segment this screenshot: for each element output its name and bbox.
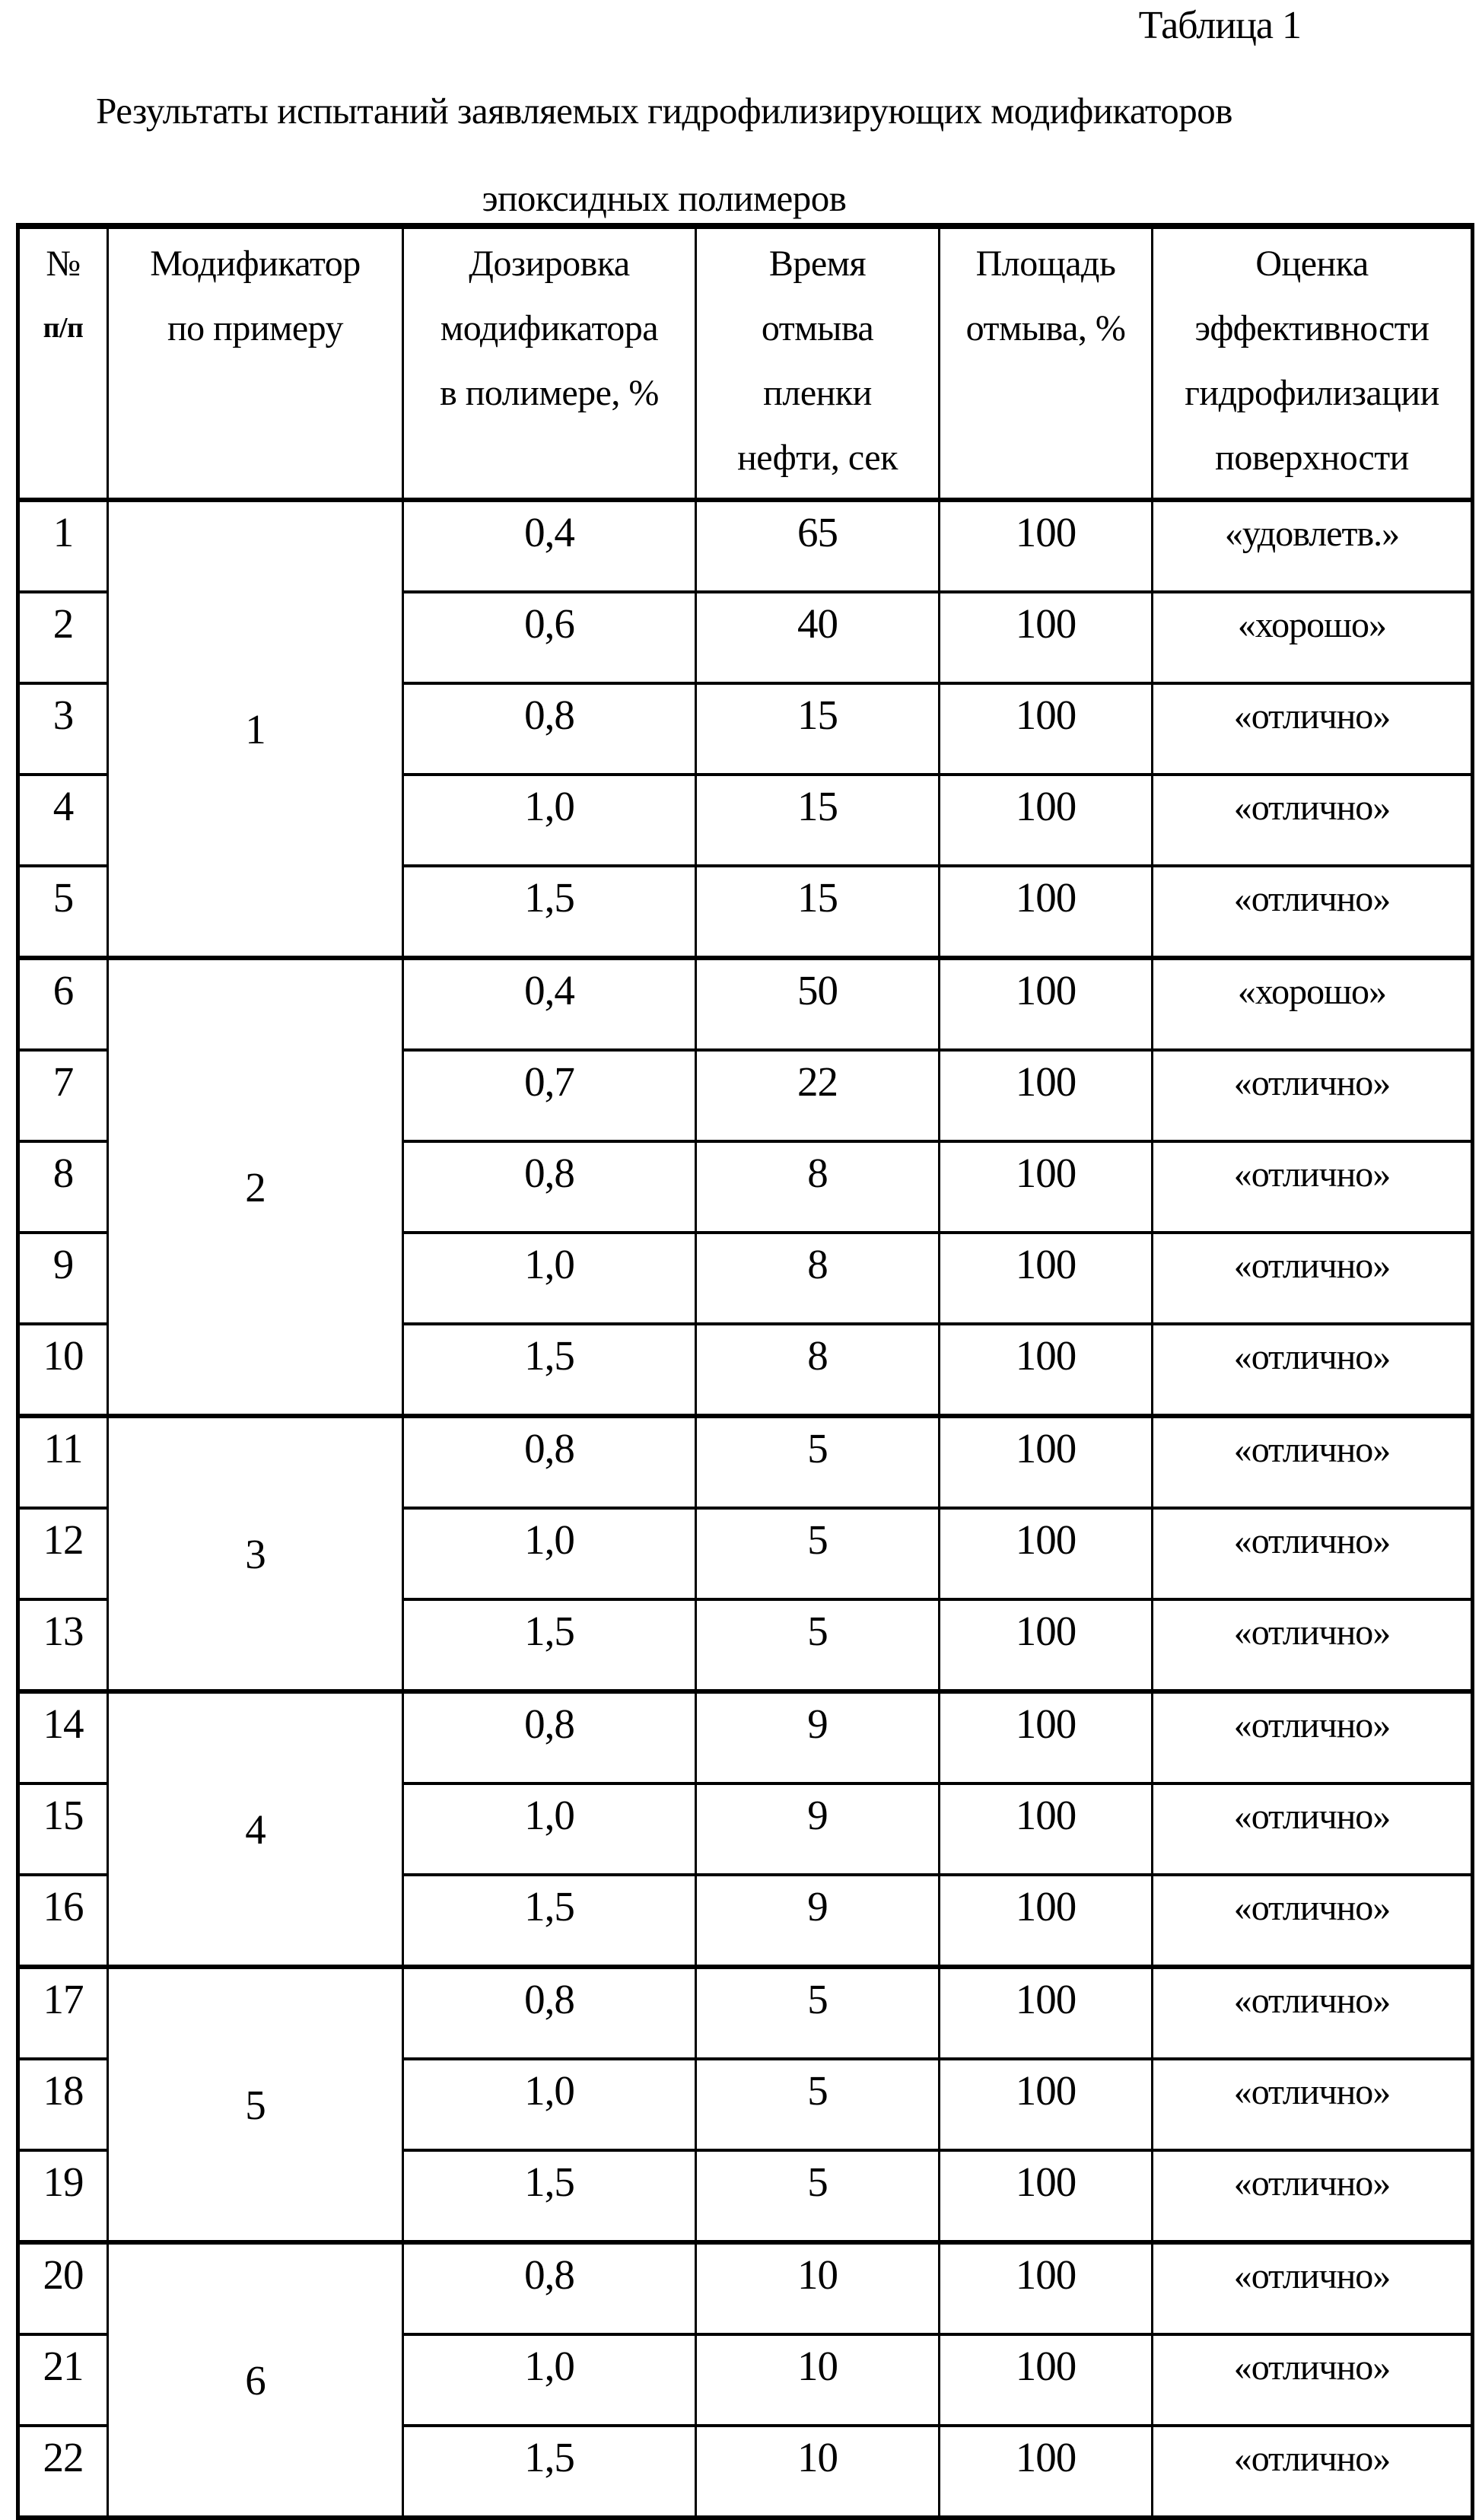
caption-line-2: эпоксидных полимеров: [482, 177, 847, 219]
modifier-cell: 4: [108, 1691, 403, 1967]
dosage-cell: 1,0: [403, 1783, 696, 1875]
time-cell: 5: [696, 1599, 940, 1691]
table-row: [18, 1967, 1473, 2059]
col-header-dosage: [403, 226, 696, 500]
row-number-cell: 17: [18, 1967, 108, 2059]
row-number-cell: 10: [18, 1324, 108, 1416]
rating-cell: «отлично»: [1153, 1599, 1473, 1691]
caption-line-1: Результаты испытаний заявляемых гидрофилизирующих модификаторов: [96, 90, 1232, 132]
header-line: гидрофилизации: [1185, 373, 1439, 413]
rating-cell: «удовлетв.»: [1153, 500, 1473, 592]
table-caption: [48, 67, 1280, 242]
dosage-cell: 0,4: [403, 958, 696, 1050]
dosage-cell: 1,0: [403, 775, 696, 866]
dosage-cell: 1,5: [403, 1324, 696, 1416]
area-cell: 100: [940, 1141, 1153, 1233]
results-table: [16, 223, 1474, 2520]
dosage-cell: 0,4: [403, 500, 696, 592]
rating-cell: «отлично»: [1153, 775, 1473, 866]
time-cell: 8: [696, 1141, 940, 1233]
area-cell: 100: [940, 1324, 1153, 1416]
row-number-cell: 1: [18, 500, 108, 592]
time-cell: 9: [696, 1783, 940, 1875]
rating-cell: «отлично»: [1153, 683, 1473, 775]
rating-cell: «отлично»: [1153, 2059, 1473, 2150]
time-cell: 10: [696, 2334, 940, 2426]
dosage-cell: 0,6: [403, 592, 696, 683]
header-line: отмыва, %: [965, 308, 1126, 348]
header-line: поверхности: [1215, 438, 1409, 478]
table-row: [18, 1416, 1473, 1508]
col-header-time: [696, 226, 940, 500]
table-row: [18, 1691, 1473, 1783]
row-number-cell: 3: [18, 683, 108, 775]
table-row: [18, 2242, 1473, 2334]
time-cell: 8: [696, 1324, 940, 1416]
dosage-cell: 1,5: [403, 866, 696, 958]
area-cell: 100: [940, 775, 1153, 866]
dosage-cell: 0,8: [403, 2242, 696, 2334]
header-line: Площадь: [975, 243, 1116, 284]
rating-cell: «отлично»: [1153, 2150, 1473, 2242]
row-number-cell: 2: [18, 592, 108, 683]
dosage-cell: 1,5: [403, 1599, 696, 1691]
row-number-cell: 16: [18, 1875, 108, 1967]
col-header-num: [18, 226, 108, 500]
rating-cell: «отлично»: [1153, 1691, 1473, 1783]
header-line: п/п: [43, 312, 84, 344]
row-number-cell: 20: [18, 2242, 108, 2334]
header-line: Оценка: [1255, 243, 1369, 284]
rating-cell: «отлично»: [1153, 1233, 1473, 1324]
col-header-modifier: [108, 226, 403, 500]
time-cell: 5: [696, 1508, 940, 1599]
header-line: по примеру: [167, 308, 344, 348]
row-number-cell: 19: [18, 2150, 108, 2242]
row-number-cell: 9: [18, 1233, 108, 1324]
table-number-label: Таблица 1: [1138, 4, 1301, 47]
area-cell: 100: [940, 1967, 1153, 2059]
rating-cell: «отлично»: [1153, 2242, 1473, 2334]
row-number-cell: 4: [18, 775, 108, 866]
header-line: отмыва: [761, 308, 874, 348]
header-line: №: [46, 243, 81, 284]
row-number-cell: 21: [18, 2334, 108, 2426]
rating-cell: «хорошо»: [1153, 592, 1473, 683]
area-cell: 100: [940, 1783, 1153, 1875]
header-line: Модификатор: [150, 243, 361, 284]
time-cell: 15: [696, 775, 940, 866]
area-cell: 100: [940, 2334, 1153, 2426]
time-cell: 40: [696, 592, 940, 683]
header-line: Время: [768, 243, 867, 284]
modifier-cell: 2: [108, 958, 403, 1416]
time-cell: 10: [696, 2242, 940, 2334]
time-cell: 15: [696, 866, 940, 958]
area-cell: 100: [940, 2150, 1153, 2242]
time-cell: 5: [696, 1416, 940, 1508]
row-number-cell: 14: [18, 1691, 108, 1783]
area-cell: 100: [940, 1416, 1153, 1508]
header-line: Дозировка: [469, 243, 630, 284]
dosage-cell: 1,5: [403, 2426, 696, 2518]
area-cell: 100: [940, 1508, 1153, 1599]
rating-cell: «отлично»: [1153, 1875, 1473, 1967]
dosage-cell: 1,0: [403, 2059, 696, 2150]
rating-cell: «отлично»: [1153, 1508, 1473, 1599]
time-cell: 22: [696, 1050, 940, 1141]
area-cell: 100: [940, 866, 1153, 958]
area-cell: 100: [940, 958, 1153, 1050]
header-line: эффективности: [1194, 308, 1430, 348]
table-header: [18, 226, 1473, 500]
header-line: модификатора: [440, 308, 659, 348]
time-cell: 9: [696, 1691, 940, 1783]
time-cell: 50: [696, 958, 940, 1050]
time-cell: 65: [696, 500, 940, 592]
time-cell: 10: [696, 2426, 940, 2518]
time-cell: 5: [696, 2059, 940, 2150]
table-body: [18, 500, 1473, 2518]
header-line: пленки: [763, 373, 872, 413]
rating-cell: «отлично»: [1153, 1967, 1473, 2059]
dosage-cell: 1,0: [403, 1233, 696, 1324]
dosage-cell: 1,0: [403, 2334, 696, 2426]
dosage-cell: 0,8: [403, 1416, 696, 1508]
area-cell: 100: [940, 2059, 1153, 2150]
time-cell: 8: [696, 1233, 940, 1324]
header-row: [18, 226, 1473, 500]
row-number-cell: 13: [18, 1599, 108, 1691]
col-header-area: [940, 226, 1153, 500]
header-line: в полимере, %: [440, 373, 659, 413]
rating-cell: «отлично»: [1153, 1783, 1473, 1875]
row-number-cell: 15: [18, 1783, 108, 1875]
area-cell: 100: [940, 592, 1153, 683]
row-number-cell: 12: [18, 1508, 108, 1599]
dosage-cell: 1,5: [403, 1875, 696, 1967]
time-cell: 15: [696, 683, 940, 775]
header-line: нефти, сек: [737, 438, 898, 478]
col-header-rating: [1153, 226, 1473, 500]
area-cell: 100: [940, 1691, 1153, 1783]
area-cell: 100: [940, 2242, 1153, 2334]
area-cell: 100: [940, 683, 1153, 775]
area-cell: 100: [940, 1050, 1153, 1141]
dosage-cell: 1,5: [403, 2150, 696, 2242]
dosage-cell: 1,0: [403, 1508, 696, 1599]
time-cell: 9: [696, 1875, 940, 1967]
row-number-cell: 11: [18, 1416, 108, 1508]
area-cell: 100: [940, 1233, 1153, 1324]
dosage-cell: 0,8: [403, 1967, 696, 2059]
row-number-cell: 8: [18, 1141, 108, 1233]
row-number-cell: 18: [18, 2059, 108, 2150]
rating-cell: «отлично»: [1153, 2334, 1473, 2426]
modifier-cell: 5: [108, 1967, 403, 2242]
area-cell: 100: [940, 2426, 1153, 2518]
area-cell: 100: [940, 1875, 1153, 1967]
rating-cell: «отлично»: [1153, 2426, 1473, 2518]
modifier-cell: 6: [108, 2242, 403, 2518]
time-cell: 5: [696, 1967, 940, 2059]
rating-cell: «отлично»: [1153, 866, 1473, 958]
row-number-cell: 22: [18, 2426, 108, 2518]
area-cell: 100: [940, 500, 1153, 592]
modifier-cell: 1: [108, 500, 403, 958]
dosage-cell: 0,8: [403, 683, 696, 775]
modifier-cell: 3: [108, 1416, 403, 1691]
rating-cell: «отлично»: [1153, 1324, 1473, 1416]
rating-cell: «отлично»: [1153, 1050, 1473, 1141]
dosage-cell: 0,7: [403, 1050, 696, 1141]
time-cell: 5: [696, 2150, 940, 2242]
table-row: [18, 500, 1473, 592]
rating-cell: «отлично»: [1153, 1416, 1473, 1508]
area-cell: 100: [940, 1599, 1153, 1691]
dosage-cell: 0,8: [403, 1691, 696, 1783]
row-number-cell: 6: [18, 958, 108, 1050]
row-number-cell: 7: [18, 1050, 108, 1141]
rating-cell: «хорошо»: [1153, 958, 1473, 1050]
dosage-cell: 0,8: [403, 1141, 696, 1233]
rating-cell: «отлично»: [1153, 1141, 1473, 1233]
row-number-cell: 5: [18, 866, 108, 958]
table-row: [18, 958, 1473, 1050]
